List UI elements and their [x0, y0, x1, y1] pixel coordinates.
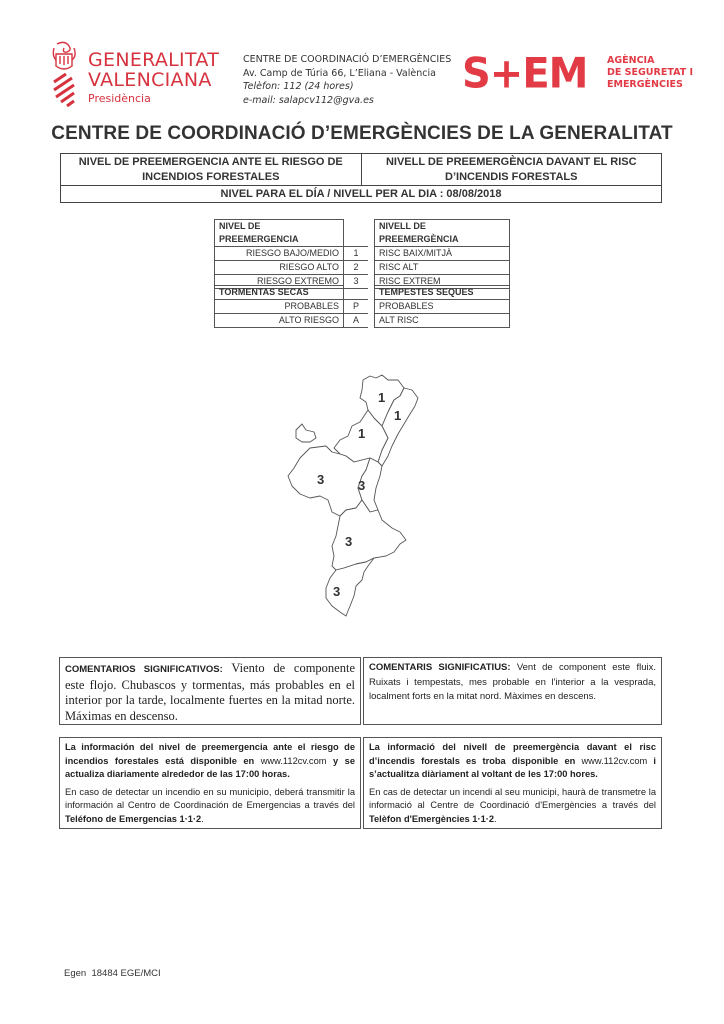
storms-legend	[214, 285, 514, 328]
comments-es-text: Viento de componente este flojo. Chubascos y tormentas, más probables en el interior por la tarde, localmente fuertes en la mitad norte. Máximas en descenso.	[65, 661, 355, 723]
info-es-p2a: En caso de detectar un incendio en su municipio, deberá transmitir la información al Centro de Coordinación de Emergencias a través del	[65, 786, 355, 811]
logo-subtitle: Presidència	[88, 92, 151, 105]
info-va-p1a: La informació del nivell de preemergència davant el risc d’incendis forestals es troba disponible en	[369, 742, 656, 766]
legend-code: 3	[344, 275, 369, 289]
comments-va-text: Vent de component este fluix. Ruixats i tempestats, mes probable en l'interior a la vesprada, localment forts en la mitat nord. Màximes en descens.	[369, 662, 657, 702]
sem-agency-name	[607, 55, 707, 91]
legend-row	[215, 247, 510, 261]
storms-header-es: TORMENTAS SECAS	[215, 286, 344, 300]
phone: Telèfon: 112 (24 hores)	[243, 81, 354, 92]
logo-line-1: GENERALITAT	[88, 49, 220, 71]
comments-va	[363, 657, 662, 725]
storms-va: ALT RISC	[375, 314, 510, 328]
info-va-p1b: i s’actualitza diàriament al voltant de les 17:00 hores.	[369, 755, 656, 780]
info-es: La información del nivel de preemergencia ante el riesgo de incendios forestales está disponible en www.112cv.com y se actualiza diariamente alrededor de las 17:00 horas. En caso de detectar un incendio en su municipio, deberá transmitir la información al Centro de Coordinación de Emergencias a través del Teléfono de Emergencias 1·1·2.	[59, 737, 361, 829]
legend-code: 1	[344, 247, 369, 261]
zone-level-label: 3	[317, 472, 325, 487]
legend-header-va: NIVELL DE PREEMERGÈNCIA	[375, 220, 510, 247]
zone-level-label: 3	[345, 534, 353, 549]
legend-es: RIESGO ALTO	[215, 261, 344, 275]
agency-line-3: EMERGÈNCIES	[607, 79, 683, 90]
comments-va-label: COMENTARIS SIGNIFICATIUS:	[369, 662, 511, 673]
generalitat-valenciana-logo	[52, 40, 220, 110]
legend-va: RISC BAIX/MITJÀ	[375, 247, 510, 261]
risk-map	[270, 360, 430, 630]
page-title: CENTRE DE COORDINACIÓ D’EMERGÈNCIES DE LA GENERALITAT	[51, 123, 673, 144]
legend-code: 2	[344, 261, 369, 275]
website-link[interactable]: www.112cv.com	[260, 755, 327, 766]
subtitle-es-line-1: NIVEL DE PREEMERGENCIA ANTE EL RIESGO DE	[78, 156, 343, 168]
zone-level-label: 1	[394, 408, 402, 423]
storms-row	[215, 300, 510, 314]
subtitle-es-line-2: INCENDIOS FORESTALES	[142, 170, 280, 183]
zone-level-label: 3	[333, 584, 341, 599]
email: e-mail: salapcv112@gva.es	[243, 94, 374, 106]
report-header-table	[60, 153, 662, 203]
zone-level-label: 3	[358, 478, 366, 493]
org-name: CENTRE DE COORDINACIÓ D’EMERGÈNCIES	[243, 54, 452, 65]
emergency-phone: Telèfon d'Emergències 1·1·2	[369, 813, 495, 824]
legend-es: RIESGO EXTREMO	[215, 275, 344, 289]
zone-west-enclave	[296, 424, 316, 442]
storms-va: PROBABLES	[375, 300, 510, 314]
subtitle-va-line-2: D’INCENDIS FORESTALS	[445, 170, 578, 183]
subtitle-va	[361, 154, 662, 186]
sem-mark: S+EM	[462, 49, 588, 99]
legend-header-es: NIVEL DE PREEMERGENCIA	[215, 220, 344, 247]
document-reference: Egen 18484 EGE/MCI	[64, 968, 161, 979]
storms-es: ALTO RIESGO	[215, 314, 344, 328]
info-es-p1a: La información del nivel de preemergencia ante el riesgo de incendios forestales está disponible en	[65, 742, 355, 766]
storms-code: P	[344, 300, 369, 314]
info-va-p2a: En cas de detectar un incendi al seu municipi, haurà de transmetre la informació al Centre de Coordinació d'Emergències a través del	[369, 786, 656, 811]
agency-line-1: AGÈNCIA	[607, 55, 655, 66]
storms-code: A	[344, 314, 369, 328]
storms-header-va: TEMPESTES SEQUES	[375, 286, 510, 300]
street-address: Av. Camp de Túria 66, L’Eliana - València	[243, 67, 436, 79]
info-es-p1b: y se actualiza diariamente alrededor de las 17:00 horas.	[65, 755, 355, 780]
levels-legend	[214, 219, 514, 289]
coat-of-arms-icon	[52, 40, 78, 110]
subtitle-es	[61, 154, 362, 186]
contact-address	[243, 53, 451, 107]
info-va: La informació del nivell de preemergència davant el risc d’incendis forestals es troba disponible en www.112cv.com i s’actualitza diàriament al voltant de les 17:00 hores. En cas de detectar un incendi al seu municipi, haurà de transmetre la informació al Centre de Coordinació d'Emergències a través del Telèfon d'Emergències 1·1·2.	[363, 737, 662, 829]
legend-va: RISC EXTREM	[375, 275, 510, 289]
emergency-phone: Teléfono de Emergencias 1·1·2	[65, 813, 202, 824]
legend-va: RISC ALT	[375, 261, 510, 275]
zone-level-label: 1	[378, 390, 386, 405]
legend-es: RIESGO BAJO/MEDIO	[215, 247, 344, 261]
generalitat-title	[88, 50, 219, 90]
storms-es: PROBABLES	[215, 300, 344, 314]
legend-row	[215, 261, 510, 275]
zone-level-label: 1	[358, 426, 366, 441]
comments-es	[59, 657, 361, 725]
website-link[interactable]: www.112cv.com	[581, 755, 648, 766]
logo-line-2: VALENCIANA	[88, 69, 212, 91]
subtitle-va-line-1: NIVELL DE PREEMERGÈNCIA DAVANT EL RISC	[385, 156, 637, 168]
comments-es-label: COMENTARIOS SIGNIFICATIVOS:	[65, 664, 223, 675]
agency-line-2: DE SEGURETAT I	[607, 67, 694, 78]
storms-row	[215, 314, 510, 328]
report-date: NIVEL PARA EL DÍA / NIVELL PER AL DIA : 08/08/2018	[61, 186, 662, 203]
